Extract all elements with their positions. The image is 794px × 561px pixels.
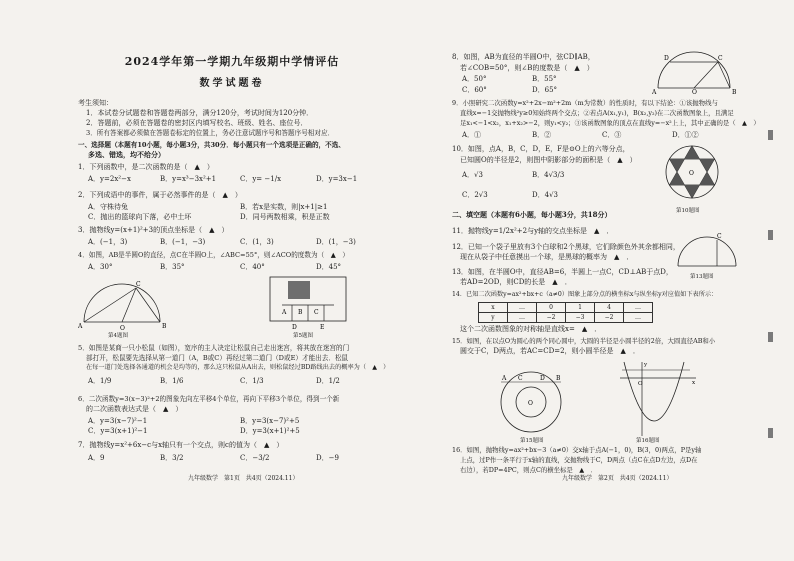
figure-13-semicircle <box>674 228 740 272</box>
question-5-options <box>88 376 340 386</box>
q9-option-a: A．① <box>462 131 482 139</box>
page-2-footer: 九年级数学 第2页 共4页（2024.11） <box>562 475 673 482</box>
svg-text:A: A <box>502 375 507 382</box>
q10-option-a: A．√3 <box>462 171 483 179</box>
registration-mark <box>768 230 773 240</box>
table-cell: −2 <box>595 313 624 323</box>
figure-5-maze <box>268 275 348 333</box>
question-10: 10．如图，点A，B，C，D，E，F是⊙O上的六等分点， <box>452 145 630 153</box>
question-2: 2．下列成语中的事件，属于必然事件的是（ ▲ ） <box>78 191 242 199</box>
q8-option-a: A．50° <box>462 75 487 83</box>
q8-option-d: D．65° <box>532 86 558 94</box>
q6-option-a: A．y=3(x−7)²−1 <box>88 417 148 425</box>
question-14: 14．已知二次函数y=ax²+bx+c（a≠0）图象上部分点的横坐标x与纵坐标y对应值如下表所示： <box>452 291 718 298</box>
q10-option-c: C．2√3 <box>462 191 488 199</box>
table-cell: … <box>624 313 653 323</box>
notice-heading: 考生须知： <box>78 99 113 107</box>
question-9-line-1: 9．小照研究二次函数y=x²+2x−m²+2m（m为常数）的性质时，有以下结论：①该抛物线与 <box>452 99 718 107</box>
q9-option-d: D．①② <box>672 131 699 139</box>
q3-option-c: C．(1，3) <box>240 238 274 246</box>
q5-option-c: C．1/3 <box>240 377 264 385</box>
question-6-line-1: 6．二次函数y=3(x−3)²+2的图象先向左平移4个单位，再向下平移3个单位，得到一个新 <box>78 395 340 403</box>
svg-text:A: A <box>652 89 657 94</box>
table-cell: … <box>508 313 537 323</box>
question-11: 11．抛物线y=1/2x²+2与y轴的交点坐标是 ▲ ． <box>452 227 614 235</box>
table-cell: 1 <box>566 303 595 313</box>
question-3: 3．抛物线y=(x+1)²+3的顶点坐标是（ ▲ ） <box>78 226 229 234</box>
question-9-line-3: 足x₁<−1<x₂，x₁+x₂>−2，则y₁<y₂；③该函数图象的顶点在直线y=−x²上上，其中正确的是（ ▲ ） <box>460 119 760 127</box>
page-1 <box>78 0 390 561</box>
svg-text:A: A <box>78 323 83 330</box>
q2-option-a: A．守株待兔 <box>88 203 129 211</box>
q6-option-b: B．y=3(x−7)²+5 <box>240 417 300 425</box>
svg-text:E: E <box>320 324 325 331</box>
figure-13-caption: 第13题图 <box>690 274 714 280</box>
table-cell: 0 <box>537 303 566 313</box>
question-4: 4．如图，AB是半圆O的直径，点C在半圆O上，∠ABC=55°，则∠ACO的度数为（ ▲ ） <box>78 251 350 259</box>
q5-option-d: D．1/2 <box>316 377 340 385</box>
page-2 <box>452 0 760 561</box>
section-1-heading-2: 多选、错选，均不给分） <box>88 150 165 159</box>
question-7-options <box>88 453 339 463</box>
table-cell: … <box>624 303 653 313</box>
q10-option-b: B．4√3/3 <box>532 171 565 179</box>
question-6-options <box>88 416 299 426</box>
page-1-footer: 九年级数学 第1页 共4页（2024.11） <box>188 475 299 482</box>
figure-4-semicircle <box>78 276 168 336</box>
q8-option-c: C．60° <box>462 86 487 94</box>
q4-option-c: C．40° <box>240 263 265 271</box>
q1-option-a: A．y=2x²−x <box>88 175 131 183</box>
question-10-line-2: 已知圆O的半径是2，则图中阴影部分的面积是（ ▲ ） <box>460 156 637 164</box>
question-7: 7．抛物线y=x²+6x−c与x轴只有一个交点，则c的值为（ ▲ ） <box>78 441 284 449</box>
registration-mark <box>768 332 773 342</box>
question-8-options <box>462 74 557 84</box>
question-15-line-2: 圆交于C，D两点，若AC=CD=2，则小圆半径是 ▲ ． <box>460 347 640 355</box>
q9-option-b: B．② <box>532 131 552 139</box>
question-14-table <box>478 302 653 323</box>
question-16-line-2: 上点，过P作一条平行于x轴的直线，交抛物线于C，D两点（点C在点D左边，点D在 <box>460 456 698 464</box>
q3-option-a: A．(−1，3) <box>88 238 128 246</box>
figure-4-caption: 第4题图 <box>108 333 128 339</box>
question-8-line-2: 若∠COB=50°，则∠B的度数是（ ▲ ） <box>460 64 594 72</box>
question-15-line-1: 15．如图，在以点O为圆心的两个同心圆中，大圆的半径是小圆半径的2倍，大圆直径AB和小 <box>452 337 716 345</box>
q6-option-c: C．y=3(x+1)²−1 <box>88 427 148 435</box>
question-16-line-1: 16．如图，抛物线y=ax²+bx−3（a≠0）交x轴于点A(−1，0)，B(3，0)两点，P是y轴 <box>452 446 702 454</box>
question-4-options <box>88 262 341 272</box>
figure-10-hexagram <box>662 140 722 204</box>
section-2-heading: 二、填空题（本题有6小题，每小题3分，共18分） <box>452 210 612 219</box>
q8-option-b: B．55° <box>532 75 557 83</box>
question-16-line-3: 右边），若DP=4PC，则点C的横坐标是 ▲ ． <box>460 466 597 474</box>
q7-option-d: D．−9 <box>316 454 339 462</box>
notice-2: 2．答题前，必须在答题卷的密封区内填写校名、班级、姓名、座位号． <box>86 119 308 127</box>
figure-8-semicircle <box>652 50 742 94</box>
exam-title: 2024学年第一学期九年级期中学情评估 <box>124 55 340 68</box>
svg-text:C: C <box>717 233 722 240</box>
question-10-options-2 <box>462 190 558 200</box>
question-13-line-2: 若AD=2OD，则CD的长是 ▲ ． <box>460 278 572 286</box>
table-cell: −3 <box>566 313 595 323</box>
q3-option-d: D．(1，−3) <box>316 238 356 246</box>
question-6-line-2: 的二次函数表达式是（ ▲ ） <box>86 405 183 413</box>
question-5-line-3: 在每一道门处选择各通道的机会是均等的，那么这只松鼠从A出去，则松鼠经过BD路线出去的概率为（ ▲ ） <box>86 364 390 371</box>
figure-5-caption: 第5题图 <box>293 333 313 339</box>
q7-option-c: C．−3/2 <box>240 454 270 462</box>
q4-option-b: B．35° <box>160 263 185 271</box>
question-10-options <box>462 170 564 180</box>
svg-text:B: B <box>732 89 737 94</box>
registration-mark <box>768 428 773 438</box>
q4-option-a: A．30° <box>88 263 113 271</box>
notice-1: 1．本试卷分试题卷和答题卷两部分，满分120分，考试时间为120分钟． <box>86 109 314 117</box>
q5-option-a: A．1/9 <box>88 377 112 385</box>
question-1: 1．下列函数中，是二次函数的是（ ▲ ） <box>78 163 214 171</box>
svg-text:O: O <box>689 170 694 177</box>
q10-option-d: D．4√3 <box>532 191 558 199</box>
svg-text:A: A <box>282 309 287 316</box>
figure-15-concentric-circles <box>496 368 566 438</box>
svg-text:O: O <box>528 400 533 407</box>
question-6-options-2 <box>88 426 300 436</box>
svg-text:y: y <box>644 362 648 368</box>
q6-option-d: D．y=3(x+1)²+5 <box>240 427 300 435</box>
question-12-line-2: 现在从袋子中任意摸出一个球，是黑球的概率为 ▲ ． <box>460 253 634 261</box>
q9-option-c: C．③ <box>602 131 622 139</box>
notice-3: 3．所有答案都必须做在答题卷标定的位置上，务必注意试题序号和答题序号相对应． <box>86 129 335 137</box>
q4-option-d: D．45° <box>316 263 342 271</box>
table-row-y <box>479 313 653 323</box>
q2-option-c: C．抛出的篮球向下落，必中土坏 <box>88 213 192 221</box>
figure-16-caption: 第16题图 <box>636 438 660 444</box>
figure-10-caption: 第10题图 <box>676 208 700 214</box>
table-row-x <box>479 303 653 313</box>
question-3-options <box>88 237 356 247</box>
q1-option-d: D．y=3x−1 <box>316 175 358 183</box>
question-14-line-2: 这个二次函数图象的对称轴是直线x= ▲ ． <box>460 325 602 333</box>
table-cell: −2 <box>537 313 566 323</box>
section-1-heading: 一、选择题（本题有10小题，每小题3分，共30分．每小题只有一个选项是正确的，不选、 <box>78 141 345 149</box>
table-cell: 4 <box>595 303 624 313</box>
q7-option-a: A．9 <box>88 454 105 462</box>
svg-text:x: x <box>692 380 696 386</box>
exam-subtitle: 数学试题卷 <box>199 78 265 89</box>
question-12-line-1: 12．已知一个袋子里放有3个白球和2个黑球，它们除颜色外其余都相同， <box>452 243 680 251</box>
table-cell: x <box>479 303 508 313</box>
question-9-line-2: 直线x=−1交抛物线²y≥0知始终两个交点；②若点A(x₁,y₁)，B(x₂,y₂)在二次函数图象上，且满足 <box>460 109 734 117</box>
question-2-options-2 <box>88 212 330 222</box>
svg-text:C: C <box>314 309 319 316</box>
question-5-line-1: 5．如图是某商一只小松鼠（如图），宽序的主人决定让松鼠自己走出迷宫，将其放在迷宫的门 <box>78 344 350 352</box>
q1-option-b: B．y=x³−3x²+1 <box>160 175 217 183</box>
question-5-line-2: 部打开，松鼠要先选择从第一道门（A，B或C）再经过第二道门（D或E）才能出去．松鼠 <box>86 354 349 362</box>
svg-text:C: C <box>718 55 723 62</box>
svg-text:B: B <box>298 309 303 316</box>
q2-option-d: D．同号两数相乘，积是正数 <box>240 213 330 221</box>
svg-text:B: B <box>556 375 561 382</box>
svg-text:D: D <box>292 324 297 331</box>
svg-text:O: O <box>692 89 697 94</box>
q5-option-b: B．1/6 <box>160 377 184 385</box>
q1-option-c: C．y= −1/x <box>240 175 282 183</box>
q2-option-b: B．若x是实数，则|x+1|≥1 <box>240 203 328 211</box>
table-cell: … <box>508 303 537 313</box>
svg-text:D: D <box>664 55 669 62</box>
svg-text:O: O <box>120 325 125 332</box>
table-cell: y <box>479 313 508 323</box>
q3-option-b: B．(−1，−3) <box>160 238 206 246</box>
figure-16-parabola <box>618 360 698 438</box>
svg-text:D: D <box>540 375 545 382</box>
question-8-options-2 <box>462 85 557 95</box>
question-8: 8．如图，AB为直径的半圆O中，弦CD∥AB， <box>452 53 595 61</box>
question-13-line-1: 13．如图，在半圆O中，直径AB=6，半圆上一点C，CD⊥AB于点D， <box>452 268 673 276</box>
question-2-options <box>88 202 327 212</box>
question-9-options <box>462 130 699 140</box>
question-1-options <box>88 174 388 184</box>
q7-option-b: B．3/2 <box>160 454 184 462</box>
svg-text:O: O <box>638 381 643 387</box>
figure-15-caption: 第15题图 <box>520 438 544 444</box>
registration-mark <box>768 130 773 140</box>
svg-text:C: C <box>136 281 141 288</box>
svg-text:B: B <box>162 323 167 330</box>
svg-text:C: C <box>518 375 523 382</box>
